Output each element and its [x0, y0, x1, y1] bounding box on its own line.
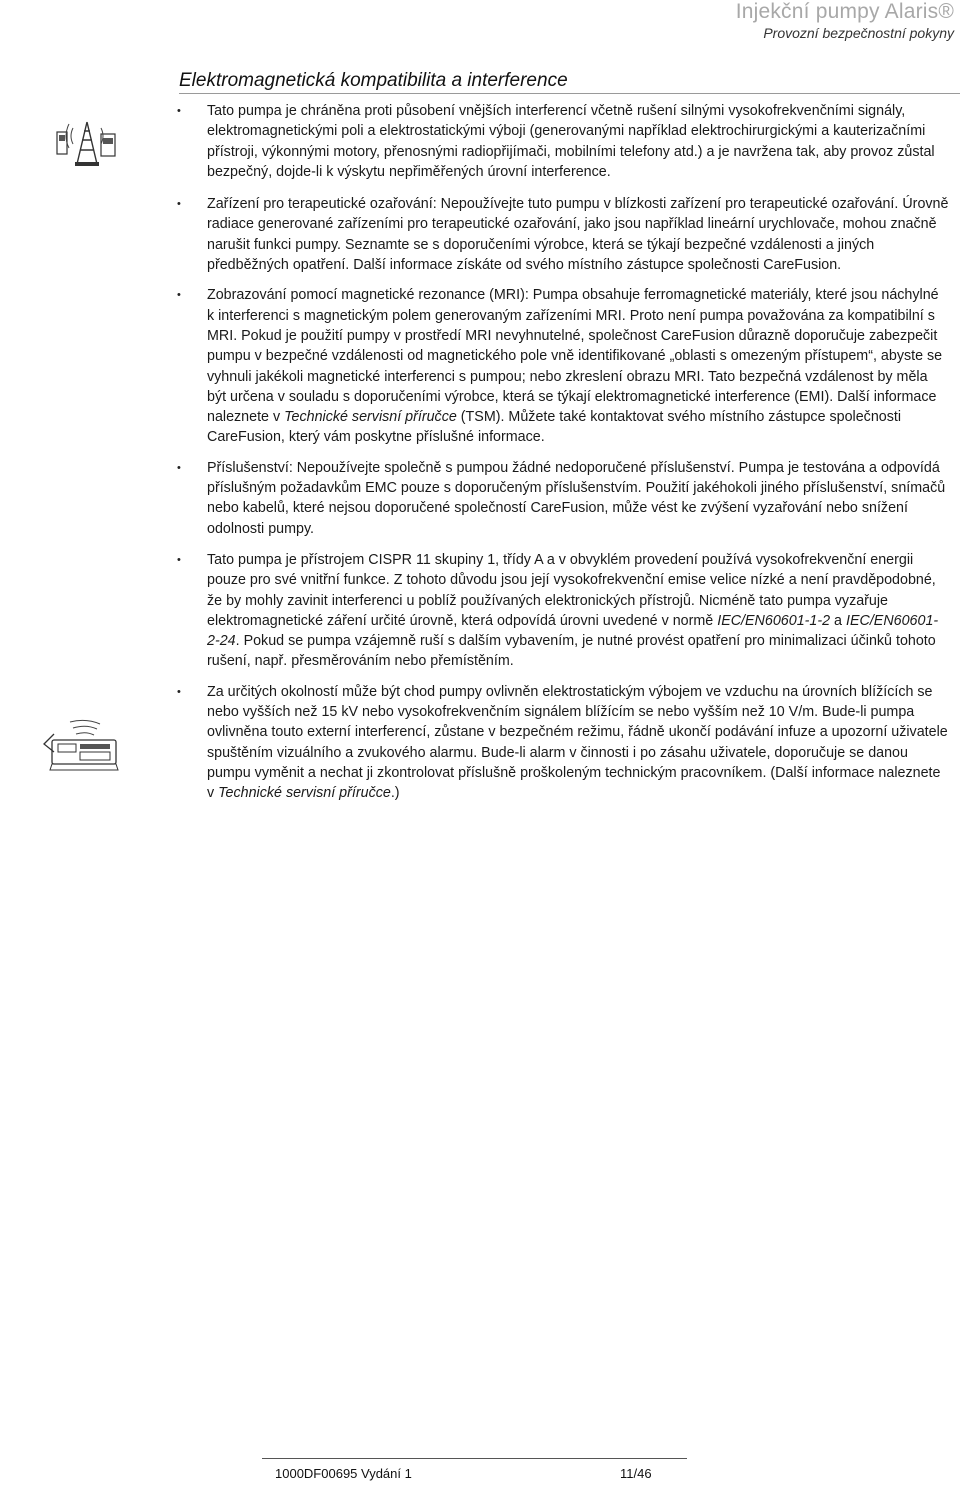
- list-item-text: Tato pumpa je chráněna proti působení vnějších interferencí včetně rušení silnými vysokofrekvenčními signály, elektromagnetickými poli a elektrostatickými výboji (generovanými například elektrochirurgickými a kauterizačními přístroji, výkonnými motory, přenosnými radiopřijímači, mobilními telefony atd.) a je navržena tak, aby provoz zůstal bezpečný, dojde-li k výskytu nepřiměřených úrovní interference.: [207, 103, 935, 180]
- section-title: Elektromagnetická kompatibilita a interference: [179, 70, 568, 91]
- list-item-text: a: [830, 612, 846, 629]
- standard-ref-1: IEC/EN60601-1-2: [717, 612, 831, 629]
- list-item-mri: [207, 285, 949, 447]
- list-item-text: Příslušenství: Nepoužívejte společně s pumpou žádné nedoporučené příslušenství. Pumpa je testována a odpovídá příslušným požadavkům EMC pouze s doporučeným příslušenstvím. Použití jakéhokoli jiného příslušenství, snímačů nebo kabelů, které nejsou doporučené společností CareFusion, může vést ke zvýšení vyzařování nebo snížení odolnosti pumpy.: [207, 459, 946, 537]
- list-item-interference: [207, 101, 949, 182]
- list-item-text: Zobrazování pomocí magnetické rezonance (MRI): Pumpa obsahuje ferromagnetické materiály, které jsou náchylné k interferenci s magnetickým polem generovaným zařízeními MRI. Proto není pumpa považována za kompatibilní s MRI. Pokud je použití pumpy v prostředí MRI nevyhnutelné, společnost CareFusion důrazně doporučuje zabezpečit pumpu v bezpečné vzdálenosti od magnetického pole vně identifikované „oblasti s omezeným přístupem“, abyste se vyhnuli jakékoli magnetické interferenci s pumpou; nebo zkreslení obrazu MRI. Tato bezpečná vzdálenost by měla být určena v souladu s doporučeními výrobce, která se týkají elektromagnetické interference (EMI). Další informace naleznete v: [207, 287, 943, 426]
- tsm-reference: Technické servisní příručce: [218, 785, 391, 802]
- list-item-accessories: [207, 458, 949, 539]
- list-item-text: Za určitých okolností může být chod pumpy ovlivněn elektrostatickým výbojem ve vzduchu na úrovních blížících se nebo vyšších než 15 kV nebo vysokofrekvenčním signálem blížícím se nebo vyšším než 10 V/m. Bude-li pumpa ovlivněna touto externí interferencí, zůstane v bezpečném režimu, řádně ukončí podávání infuze a upozorní uživatele spuštěním vizuálního a zvukového alarmu. Bude-li alarm v činnosti i po zásahu uživatele, doporučuje se danou pumpu vyměnit a nechat ji zkontrolovat příslušně proškoleným technickým pracovníkem. (Další informace naleznete v: [207, 683, 948, 802]
- pump-signal-interference-icon: [40, 716, 122, 774]
- standard-ref-2: IEC/EN60601-2-24: [207, 612, 939, 650]
- list-item-radiotherapy: [207, 194, 949, 275]
- header-subtitle: Provozní bezpečnostní pokyny: [763, 25, 954, 41]
- list-item-cispr: [207, 550, 949, 672]
- section-rule: [179, 93, 960, 94]
- list-item-text: (TSM). Můžete také kontaktovat svého místního zástupce společnosti CareFusion, který vám poskytne příslušné informace.: [207, 409, 902, 446]
- footer-doc-id: 1000DF00695 Vydání 1: [275, 1466, 412, 1481]
- footer-page-number: 11/46: [620, 1466, 652, 1481]
- footer-rule: [262, 1458, 687, 1459]
- header-title: Injekční pumpy Alaris®: [735, 0, 954, 23]
- emc-interference-icon: [55, 118, 119, 168]
- list-item-esd: [207, 682, 949, 804]
- list-item-text: . Pokud se pumpa vzájemně ruší s dalším vybavením, je nutné provést opatření pro minimalizaci účinků tohoto rušení, např. přesměrováním nebo přemístěním.: [207, 633, 936, 670]
- tsm-reference: Technické servisní příručce: [284, 409, 457, 426]
- list-item-text: Zařízení pro terapeutické ozařování: Nepoužívejte tuto pumpu v blízkosti zařízení pro terapeutické ozařování. Úrovně radiace generované zařízeními pro terapeutické ozařování, jako jsou například lineární urychlovače, mohou značně narušit funkci pumpy. Seznamte se s doporučeními výrobce, která se týkají bezpečné vzdálenosti a jiných předběžných opatření. Další informace získáte od svého místního zástupce společnosti CareFusion.: [207, 196, 949, 274]
- content: [207, 101, 949, 813]
- list-item-text: Tato pumpa je přístrojem CISPR 11 skupiny 1, třídy A a v obvyklém provedení používá vysokofrekvenční energii pouze pro své vnitřní funkce. Z tohoto důvodu jsou její vysokofrekvenční emise velice nízké a není pravděpodobné, že by mohly zavinit interferenci u poblíž používaných elektronických přístrojů. Nicméně tato pumpa vyzařuje elektromagnetické záření určité úrovně, která odpovídá úrovni uvedené v normě: [207, 551, 936, 629]
- list-item-text: .): [390, 785, 400, 802]
